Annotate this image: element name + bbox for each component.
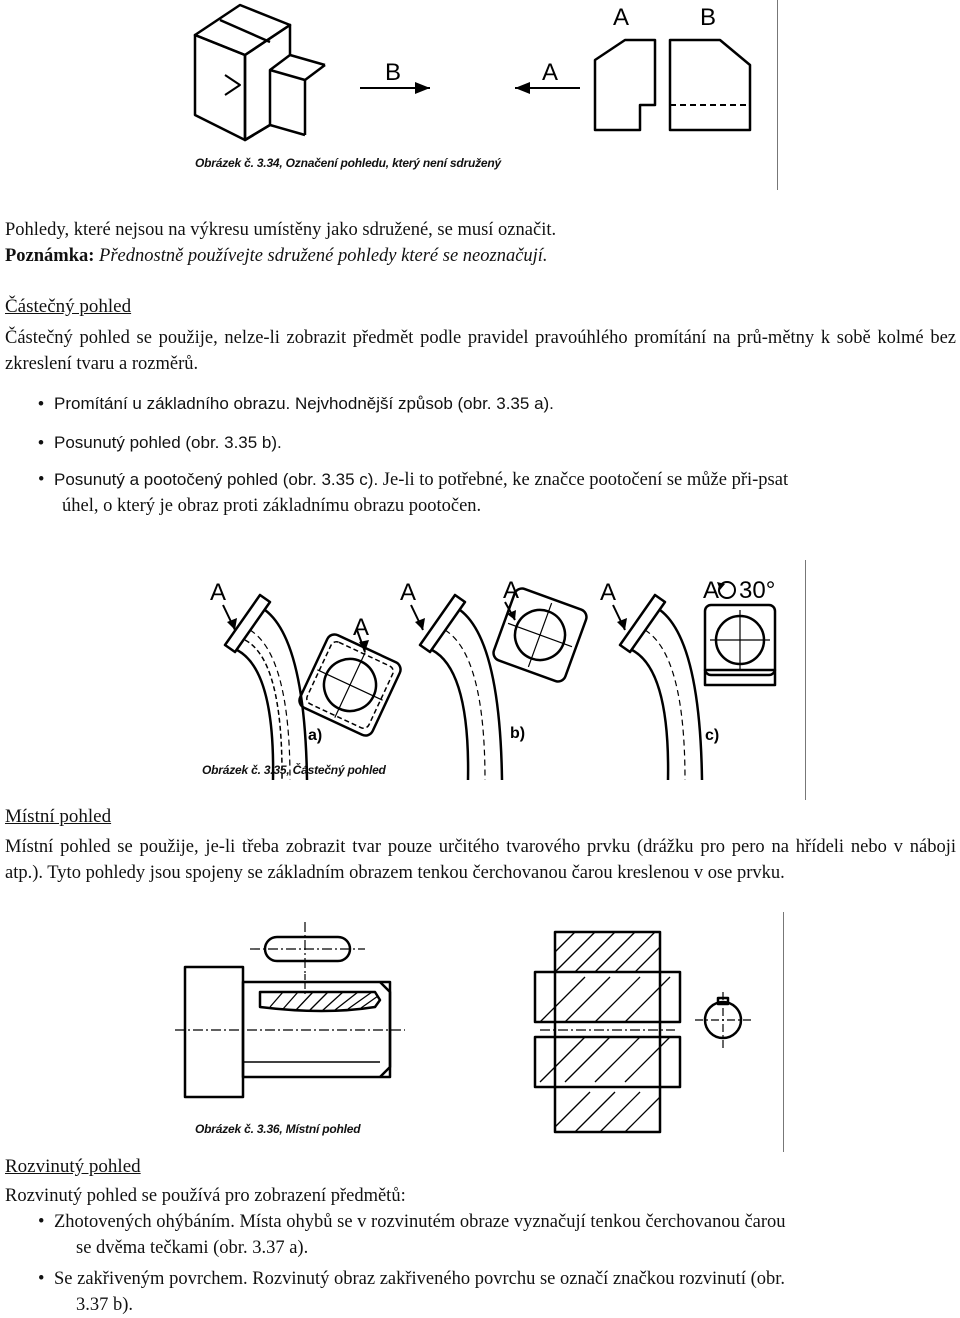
figure-3-36-caption: Obrázek č. 3.36, Místní pohled bbox=[195, 1122, 361, 1136]
figure-3-34-border bbox=[777, 0, 778, 190]
bullet-text-cont: úhel, o který je obraz proti základnímu obrazu pootočen. bbox=[62, 496, 482, 516]
bullet-text: Se zakřiveným povrchem. Rozvinutý obraz zakřiveného povrchu se označí značkou rozvinutí (obr. bbox=[54, 1269, 786, 1289]
label-a-5: A bbox=[600, 579, 617, 606]
figure-3-36 bbox=[175, 912, 785, 1144]
figure-3-35-border bbox=[805, 560, 806, 800]
developed-view-intro: Rozvinutý pohled se používá pro zobrazení předmětů: bbox=[5, 1186, 406, 1206]
bullet-text-cont: 3.37 b). bbox=[76, 1295, 134, 1315]
local-view-text: Místní pohled se použije, je-li třeba zobrazit tvar pouze určitého tvarového prvku (drážku pro pero na hřídeli nebo v náboji atp.). Tyto pohledy jsou spojeny se základním obrazem tenkou čerchovanou čarou kreslenou v ose prvku. bbox=[5, 837, 956, 883]
figure-3-34-caption: Obrázek č. 3.34, Označení pohledu, který není sdružený bbox=[195, 156, 501, 170]
label-sub-c: c) bbox=[705, 727, 720, 744]
bullet-text-sans: Posunutý a pootočený pohled (obr. 3.35 c). bbox=[54, 470, 379, 489]
figure-3-36-drawing bbox=[175, 912, 785, 1144]
bullet-text: Zhotovených ohýbáním. Místa ohybů se v rozvinutém obraze vyznačují tenkou čerchovanou čarou bbox=[54, 1212, 786, 1232]
bullet-text-cont: se dvěma tečkami (obr. 3.37 a). bbox=[76, 1238, 309, 1258]
partial-bullet-3 bbox=[38, 467, 956, 519]
bullet-dot: • bbox=[38, 1212, 45, 1232]
partial-view-heading: Částečný pohled bbox=[5, 296, 132, 317]
view-a-label: A bbox=[613, 4, 630, 31]
intro-note bbox=[5, 243, 956, 269]
partial-view-text: Částečný pohled se použije, nelze-li zobrazit předmět podle pravidel pravoúhlého promítání na prů-mětny k sobě kolmé bez zkreslení tvaru a rozměrů. bbox=[5, 328, 956, 374]
bullet-text-rest: Je-li to potřebné, ke značce pootočení se může při-psat bbox=[378, 470, 789, 490]
label-a-6: A bbox=[703, 577, 720, 604]
developed-bullet-1 bbox=[38, 1209, 956, 1261]
arrow-a-label: A bbox=[542, 59, 559, 86]
partial-bullet-2 bbox=[38, 430, 956, 456]
view-b-label: B bbox=[700, 4, 717, 31]
label-sub-b: b) bbox=[510, 725, 526, 742]
bullet-dot: • bbox=[38, 394, 44, 413]
bullet-text: Posunutý pohled (obr. 3.35 b). bbox=[54, 433, 282, 452]
bullet-text: Promítání u základního obrazu. Nejvhodnější způsob (obr. 3.35 a). bbox=[54, 394, 554, 413]
label-a-2: A bbox=[353, 614, 370, 641]
bullet-dot: • bbox=[38, 1269, 45, 1289]
bullet-dot: • bbox=[38, 433, 44, 452]
developed-bullet-2 bbox=[38, 1266, 956, 1318]
figure-3-36-border bbox=[783, 912, 784, 1152]
partial-bullet-1 bbox=[38, 391, 956, 417]
figure-3-35-caption: Obrázek č. 3.35, Částečný pohled bbox=[202, 763, 386, 777]
note-text: Přednostně používejte sdružené pohledy které se neoznačují. bbox=[99, 246, 548, 266]
bullet-dot: • bbox=[38, 470, 45, 490]
label-a-1: A bbox=[210, 579, 227, 606]
figure-3-35-drawing bbox=[165, 560, 805, 785]
arrow-b-label: B bbox=[385, 59, 402, 86]
local-view-heading: Místní pohled bbox=[5, 806, 112, 827]
label-angle: 30° bbox=[739, 577, 776, 604]
figure-3-35 bbox=[165, 560, 805, 785]
label-sub-a: a) bbox=[308, 727, 323, 744]
note-label: Poznámka: bbox=[5, 246, 95, 266]
developed-view-heading: Rozvinutý pohled bbox=[5, 1156, 141, 1177]
intro-line: Pohledy, které nejsou na výkresu umístěny jako sdružené, se musí označit. bbox=[5, 220, 557, 240]
figure-3-34 bbox=[185, 0, 785, 190]
label-a-4: A bbox=[503, 577, 520, 604]
label-a-3: A bbox=[400, 579, 417, 606]
